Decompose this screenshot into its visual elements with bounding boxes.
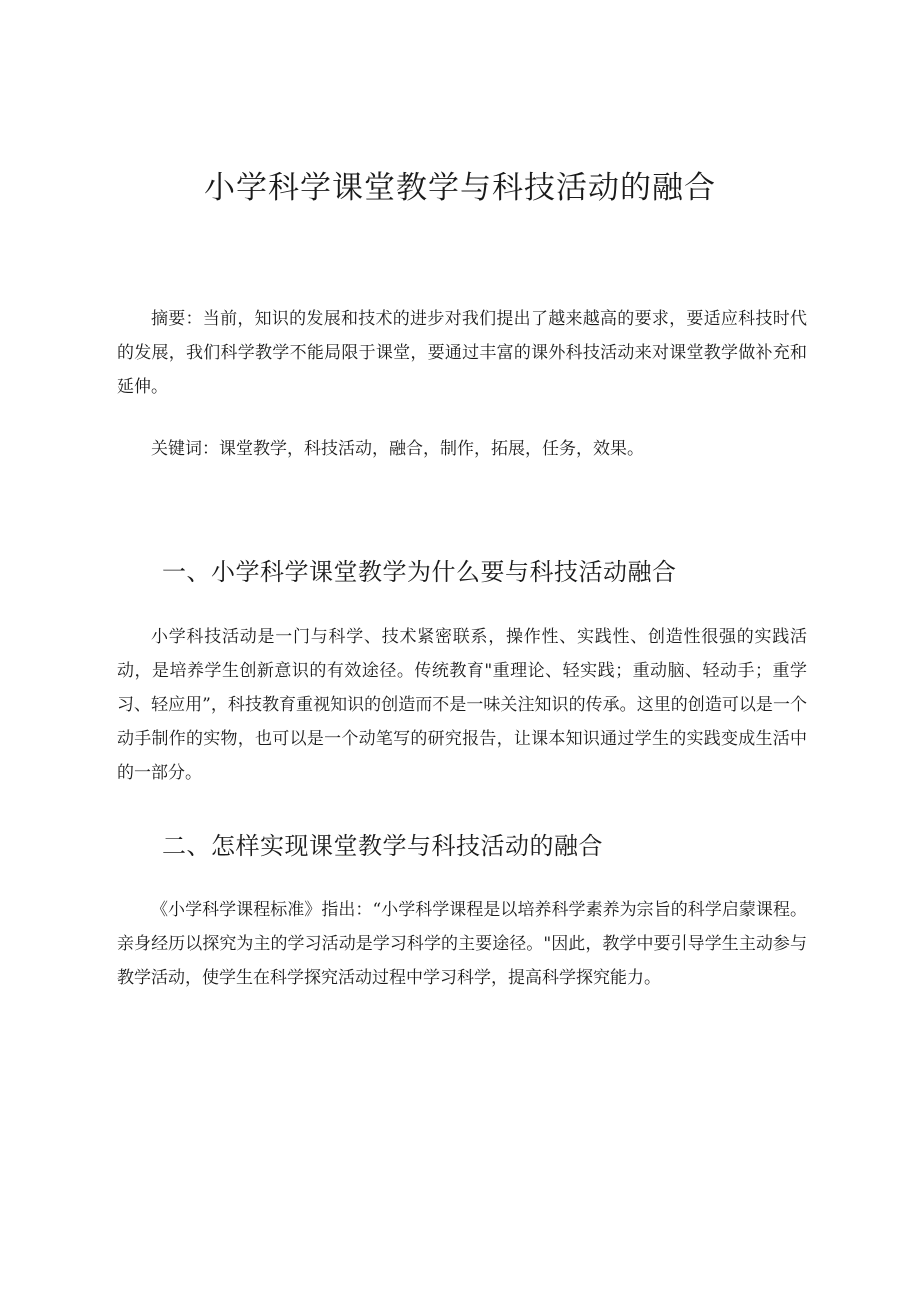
section-paragraph-2: 《小学科学课程标准》指出：“小学科学课程是以培养科学素养为宗旨的科学启蒙课程。亲身经历以探究为主的学习活动是学习科学的主要途径。"因此，教学中要引导学生主动参与教学活动，使学生在科学探究活动过程中学习科学，提高科学探究能力。: [117, 900, 807, 988]
abstract-paragraph: 摘要：当前，知识的发展和技术的进步对我们提出了越来越高的要求，要适应科技时代的发展，我们科学教学不能局限于课堂，要通过丰富的课外科技活动来对课堂教学做补充和延伸。: [117, 309, 807, 397]
keywords-paragraph: 关键词：课堂教学，科技活动，融合，制作，拓展，任务，效果。: [151, 439, 644, 459]
section-heading-1: 一、小学科学课堂教学为什么要与科技活动融合: [162, 558, 677, 586]
document-title: 小学科学课堂教学与科技活动的融合: [204, 170, 716, 206]
section-paragraph-1: 小学科技活动是一门与科学、技术紧密联系，操作性、实践性、创造性很强的实践活动，是培养学生创新意识的有效途径。传统教育"重理论、轻实践；重动脑、轻动手；重学习、轻应用”，科技教育重视知识的创造而不是一味关注知识的传承。这里的创造可以是一个动手制作的实物，也可以是一个动笔写的研究报告，让课本知识通过学生的实践变成生活中的一部分。: [117, 627, 807, 783]
section-heading-2: 二、怎样实现课堂教学与科技活动的融合: [162, 832, 603, 860]
